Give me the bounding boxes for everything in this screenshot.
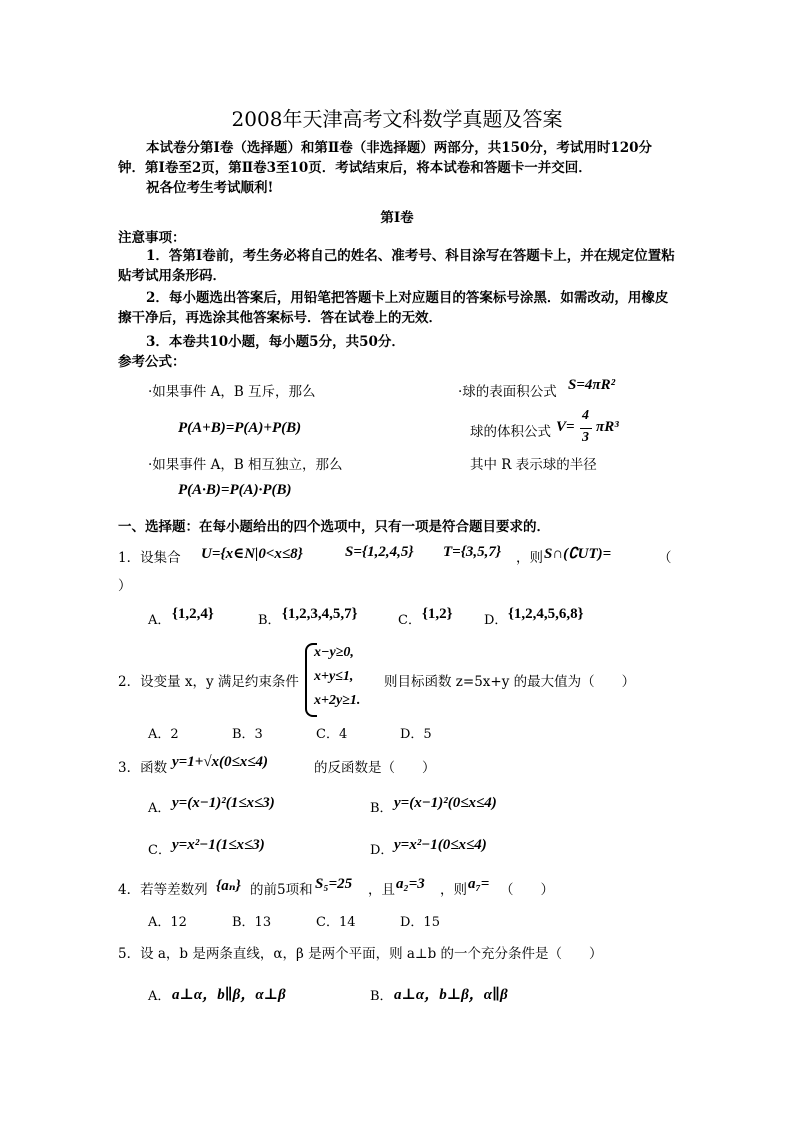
q4-sequence: {aₙ} [216, 878, 241, 894]
page-title: 2008年天津高考文科数学真题及答案 [231, 107, 563, 131]
q4-a7: a₇= [468, 876, 490, 892]
q1-option-d-value: {1,2,4,5,6,8} [508, 606, 584, 622]
formulas-heading: 参考公式： [118, 354, 186, 370]
q4-tail: （ ） [500, 882, 554, 898]
q3-expr: y=1+√x(0≤x≤4) [172, 754, 268, 770]
q5-option-a-label: A． [148, 989, 171, 1004]
formula-sphere-area-eq: S=4πR² [568, 377, 616, 393]
intro-block [118, 138, 678, 198]
q3-option-d-value: y=x²−1(0≤x≤4) [394, 837, 487, 853]
q1-paren-open: （ [658, 550, 672, 566]
q1-set-t: T={3,5,7} [443, 544, 502, 560]
q4-option-b: B．13 [232, 915, 272, 930]
q5-option-b-value: a⊥α，b⊥β，α∥β [394, 987, 508, 1003]
q3-option-b-value: y=(x−1)²(0≤x≤4) [394, 795, 497, 811]
formula-radius-note: 其中 R 表示球的半径 [470, 457, 597, 473]
q3-option-d-label: D． [370, 843, 394, 858]
q2-stem: 2．设变量 x，y 满足约束条件 [118, 674, 299, 690]
q4-a2: a₂=3 [396, 876, 425, 892]
formula-volume-numerator: 4 [582, 408, 589, 423]
section1-heading: 一、选择题：在每小题给出的四个选项中，只有一项是符合题目要求的． [118, 519, 550, 535]
q5-stem: 5．设 a，b 是两条直线，α，β 是两个平面，则 a⊥b 的一个充分条件是（ ） [118, 946, 603, 962]
q4-option-d: D．15 [400, 915, 440, 930]
q2-constraint-2: x+y≤1, [314, 669, 354, 684]
formula-sphere-volume-text: 球的体积公式 [470, 424, 551, 440]
q1-tail: ，则 [516, 550, 543, 566]
q4-option-a: A．12 [148, 915, 187, 930]
q1-set-u: U={x∈N|0<x≤8} [201, 546, 303, 562]
q4-option-c: C．14 [316, 915, 356, 930]
q2-option-c: C．4 [316, 727, 348, 742]
q2-constraint-1: x−y≥0, [314, 645, 354, 660]
formula-volume-denominator: 3 [582, 430, 589, 445]
q1-option-b-value: {1,2,3,4,5,7} [282, 606, 358, 622]
q4-stem: 4．若等差数列 [118, 882, 208, 898]
q3-stem: 3．函数 [118, 760, 168, 776]
q2-option-a: A．2 [148, 727, 179, 742]
fraction-bar [580, 428, 592, 429]
q5-option-b-label: B． [370, 989, 393, 1004]
formula-volume-tail: πR³ [596, 419, 619, 435]
note-1: 1．答第Ⅰ卷前，考生务必将自己的姓名、准考号、科目涂写在答题卡上，并在规定位置粘贴考试用条形码． [118, 248, 675, 284]
q1-set-s: S={1,2,4,5} [345, 544, 414, 560]
q3-option-c-label: C． [148, 843, 171, 858]
q1-option-a-value: {1,2,4} [172, 606, 214, 622]
note-2: 2．每小题选出答案后，用铅笔把答题卡上对应题目的答案标号涂黑．如需改动，用橡皮擦干净后，再选涂其他答案标号．答在试卷上的无效． [118, 290, 669, 326]
q1-option-c-label: C． [398, 613, 421, 628]
q4-s5: S₅=25 [315, 876, 353, 892]
q4-mid3: ，则 [440, 882, 467, 898]
q2-tail: 则目标函数 z=5x+y 的最大值为（ ） [384, 674, 636, 690]
q1-stem: 1．设集合 [118, 550, 181, 566]
intro-greeting: 祝各位考生考试顺利! [146, 180, 274, 196]
q1-paren-close: ） [118, 578, 132, 594]
q3-option-a-value: y=(x−1)²(1≤x≤3) [172, 795, 275, 811]
q2-option-d: D．5 [400, 727, 432, 742]
part1-heading: 第Ⅰ卷 [380, 210, 414, 226]
formula-sphere-area-text: ·球的表面积公式 [458, 384, 557, 400]
formula-exclusive-eq: P(A+B)=P(A)+P(B) [178, 420, 302, 436]
q1-option-d-label: D． [484, 613, 508, 628]
q5-option-a-value: a⊥α，b∥β，α⊥β [172, 987, 286, 1003]
intro-paragraph: 本试卷分第Ⅰ卷（选择题）和第Ⅱ卷（非选择题）两部分，共150分，考试用时120分钟．第Ⅰ卷至2页，第Ⅱ卷3至10页．考试结束后，将本试卷和答题卡一并交回． [118, 140, 653, 176]
notes-heading: 注意事项： [118, 230, 186, 246]
q1-option-b-label: B． [258, 613, 281, 628]
formula-independent-text: ·如果事件 A，B 相互独立，那么 [148, 457, 343, 473]
formula-exclusive-text: ·如果事件 A，B 互斥，那么 [148, 384, 316, 400]
q2-constraint-3: x+2y≥1. [314, 693, 361, 708]
note-3: 3．本卷共10小题，每小题5分，共50分． [146, 334, 405, 350]
q4-mid: 的前5项和 [250, 882, 313, 898]
formula-independent-eq: P(A·B)=P(A)·P(B) [178, 482, 292, 498]
q1-option-c-value: {1,2} [422, 606, 453, 622]
q1-option-a-label: A． [148, 613, 171, 628]
q4-mid2: ，且 [368, 882, 395, 898]
q3-tail: 的反函数是（ ） [314, 760, 436, 776]
formula-sphere-volume-eq: V= [556, 419, 575, 435]
q2-option-b: B．3 [232, 727, 263, 742]
q3-option-c-value: y=x²−1(1≤x≤3) [172, 837, 265, 853]
q3-option-a-label: A． [148, 801, 171, 816]
q3-option-b-label: B． [370, 801, 393, 816]
q1-expr: S∩(∁UT)= [544, 546, 612, 562]
